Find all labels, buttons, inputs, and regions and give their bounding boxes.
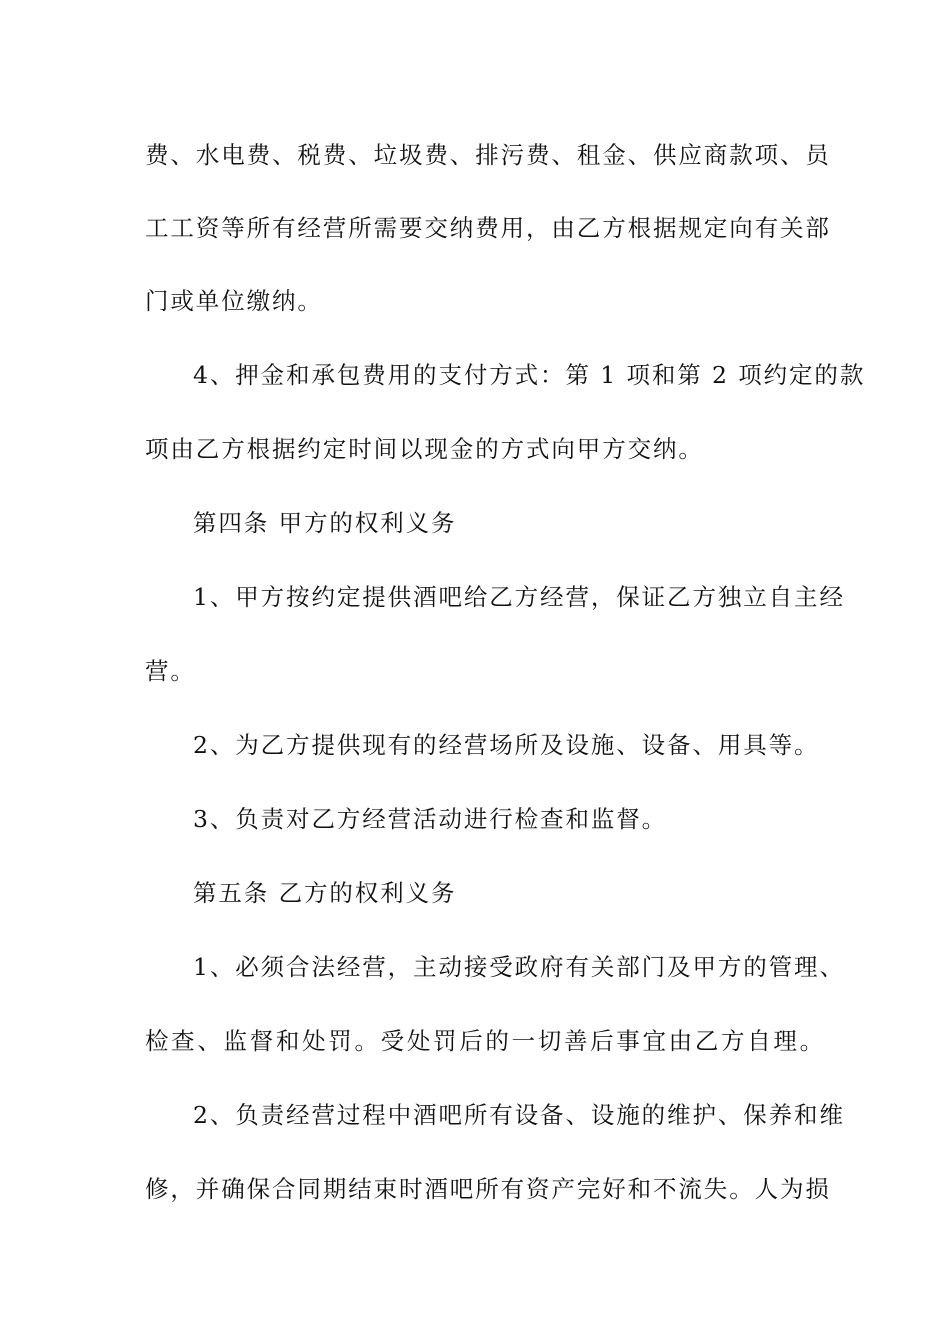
section-heading: 第五条 乙方的权利义务	[193, 879, 457, 907]
paragraph-start-line: 3、负责对乙方经营活动进行检查和监督。	[193, 805, 668, 833]
paragraph-start-line: 4、押金和承包费用的支付方式：第 1 项和第 2 项约定的款	[193, 361, 866, 389]
paragraph-start-line: 1、甲方按约定提供酒吧给乙方经营，保证乙方独立自主经	[193, 583, 845, 611]
text-line: 检查、监督和处罚。受处罚后的一切善后事宜由乙方自理。	[145, 1027, 825, 1055]
text-line: 营。	[145, 657, 196, 685]
paragraph-start-line: 2、负责经营过程中酒吧所有设备、设施的维护、保养和维	[193, 1101, 845, 1129]
text-line: 修，并确保合同期结束时酒吧所有资产完好和不流失。人为损	[145, 1175, 831, 1203]
text-line: 项由乙方根据约定时间以现金的方式向甲方交纳。	[145, 435, 704, 463]
paragraph-start-line: 1、必须合法经营，主动接受政府有关部门及甲方的管理、	[193, 953, 845, 981]
text-line: 费、水电费、税费、垃圾费、排污费、租金、供应商款项、员	[145, 141, 831, 169]
paragraph-start-line: 2、为乙方提供现有的经营场所及设施、设备、用具等。	[193, 731, 820, 759]
text-line: 门或单位缴纳。	[145, 287, 323, 315]
text-line: 工工资等所有经营所需要交纳费用，由乙方根据规定向有关部	[145, 214, 831, 242]
section-heading: 第四条 甲方的权利义务	[193, 509, 457, 537]
